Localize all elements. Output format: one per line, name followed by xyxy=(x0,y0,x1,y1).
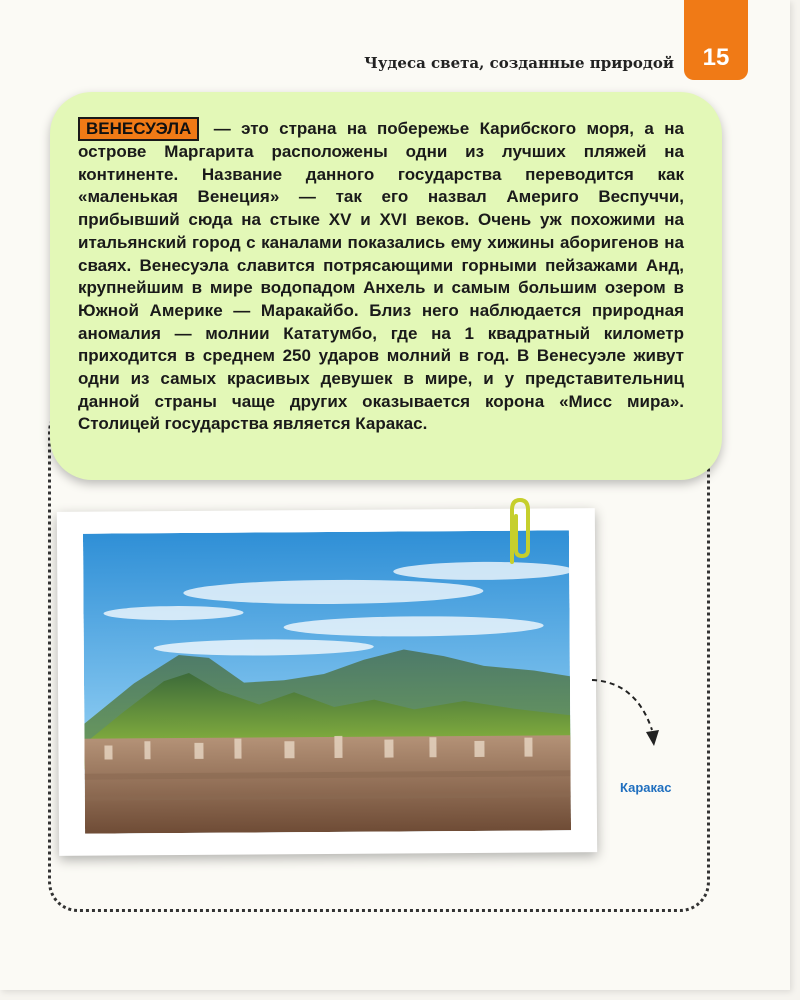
caracas-photo xyxy=(83,530,571,833)
text-card xyxy=(50,92,722,480)
section-title: Чудеса света, созданные природой xyxy=(364,54,674,72)
curved-arrow-icon xyxy=(588,670,668,754)
paperclip-icon xyxy=(498,496,542,566)
article-text xyxy=(78,117,684,436)
country-tag: ВЕНЕСУЭЛА xyxy=(78,117,199,141)
page-number-tab xyxy=(684,0,748,80)
article-body: — это страна на побережье Карибского моря, а на острове Маргарита расположены одни из лучших пляжей на континенте. Название данного государства переводится как «маленькая Венеция» — так его назвал Америго Веспуччи, прибывший сюда на стыке XV и XVI веков. Очень уж похожими на итальянский город с каналами показались ему хижины аборигенов на сваях. Венесуэла славится потрясающими горными пейзажами Анд, крупнейшим в мире водопадом Анхель и самым большим озером в Южной Америке — Маракайбо. Близ него наблюдается природная аномалия — молнии Кататумбо, где на 1 квадратный километр приходится в среднем 250 ударов молний в год. В Венесуэле живут одни из самых красивых девушек в мире, и у представительниц данной страны чаще других оказывается корона «Мисс мира». Столицей государства является Каракас. xyxy=(78,119,684,434)
photo-caption: Каракас xyxy=(620,780,672,795)
page-number: 15 xyxy=(702,44,730,71)
